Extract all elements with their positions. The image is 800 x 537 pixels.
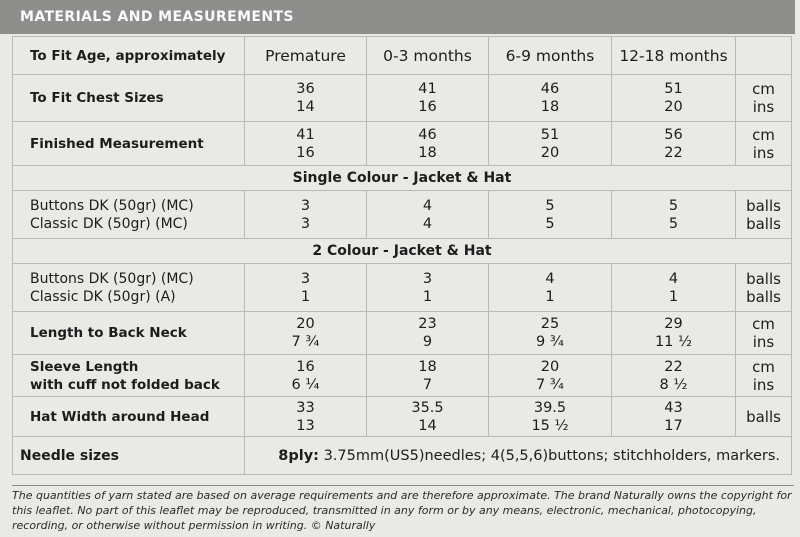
chest-value: 41 16: [367, 75, 489, 122]
hat-value: 33 13: [245, 397, 367, 437]
chest-value: 51 20: [612, 75, 736, 122]
age-label: To Fit Age, approximately: [13, 37, 245, 75]
chest-label: To Fit Chest Sizes: [13, 75, 245, 122]
two-colour-unit: balls balls: [736, 264, 792, 312]
two-colour-value: 3 1: [367, 264, 489, 312]
single-colour-value: 3 3: [245, 191, 367, 239]
two-colour-value: 4 1: [612, 264, 736, 312]
needle-label: Needle sizes: [13, 437, 245, 475]
two-colour-value: 4 1: [489, 264, 612, 312]
needle-text: 3.75mm(US5)needles; 4(5,5,6)buttons; stitchholders, markers.: [318, 447, 780, 464]
copyright-note: The quantities of yarn stated are based on average requirements and are therefore approximate. The brand Naturally owns the copyright for this leaflet. No part of this leaflet may be reproduced, transmitted in any form or by any means, electronic, mechanical, photocopying, recording, or otherwise without permission in writing. © Naturally: [12, 485, 794, 533]
size-header: 6-9 months: [489, 37, 612, 75]
single-colour-heading: Single Colour - Jacket & Hat: [13, 166, 792, 191]
single-colour-value: 5 5: [612, 191, 736, 239]
finished-value: 51 20: [489, 122, 612, 166]
size-header: 12-18 months: [612, 37, 736, 75]
chest-value: 36 14: [245, 75, 367, 122]
back-neck-unit: cm ins: [736, 312, 792, 355]
hat-value: 35.5 14: [367, 397, 489, 437]
single-colour-heading-row: [13, 166, 792, 191]
single-colour-row: [13, 191, 792, 239]
hat-value: 39.5 15 ½: [489, 397, 612, 437]
sleeve-value: 18 7: [367, 355, 489, 397]
back-neck-value: 29 11 ½: [612, 312, 736, 355]
finished-unit: cm ins: [736, 122, 792, 166]
finished-value: 46 18: [367, 122, 489, 166]
section-header: [0, 0, 795, 34]
two-colour-row: [13, 264, 792, 312]
sleeve-value: 16 6 ¼: [245, 355, 367, 397]
single-colour-value: 4 4: [367, 191, 489, 239]
hat-value: 43 17: [612, 397, 736, 437]
back-neck-value: 25 9 ¾: [489, 312, 612, 355]
back-neck-row: [13, 312, 792, 355]
chest-value: 46 18: [489, 75, 612, 122]
hat-unit: balls: [736, 397, 792, 437]
size-header: 0-3 months: [367, 37, 489, 75]
finished-label: Finished Measurement: [13, 122, 245, 166]
needle-value: [245, 437, 792, 475]
empty-cell: [736, 37, 792, 75]
sleeve-value: 22 8 ½: [612, 355, 736, 397]
two-colour-heading: 2 Colour - Jacket & Hat: [13, 239, 792, 264]
two-colour-value: 3 1: [245, 264, 367, 312]
needle-row: [13, 437, 792, 475]
finished-value: 56 22: [612, 122, 736, 166]
finished-row: [13, 122, 792, 166]
back-neck-value: 23 9: [367, 312, 489, 355]
finished-value: 41 16: [245, 122, 367, 166]
measurements-table: [12, 36, 792, 475]
back-neck-label: Length to Back Neck: [13, 312, 245, 355]
back-neck-value: 20 7 ¾: [245, 312, 367, 355]
sleeve-row: [13, 355, 792, 397]
single-colour-unit: balls balls: [736, 191, 792, 239]
hat-row: [13, 397, 792, 437]
hat-label: Hat Width around Head: [13, 397, 245, 437]
section-title: MATERIALS AND MEASUREMENTS: [20, 9, 294, 25]
sleeve-unit: cm ins: [736, 355, 792, 397]
two-colour-yarn-labels: Buttons DK (50gr) (MC) Classic DK (50gr) (A): [13, 264, 245, 312]
size-header: Premature: [245, 37, 367, 75]
ply-label: 8ply:: [278, 447, 319, 464]
sleeve-label: Sleeve Length with cuff not folded back: [13, 355, 245, 397]
age-row: [13, 37, 792, 75]
single-colour-value: 5 5: [489, 191, 612, 239]
single-colour-yarn-labels: Buttons DK (50gr) (MC) Classic DK (50gr) (MC): [13, 191, 245, 239]
chest-row: [13, 75, 792, 122]
two-colour-heading-row: [13, 239, 792, 264]
sleeve-value: 20 7 ¾: [489, 355, 612, 397]
chest-unit: cm ins: [736, 75, 792, 122]
